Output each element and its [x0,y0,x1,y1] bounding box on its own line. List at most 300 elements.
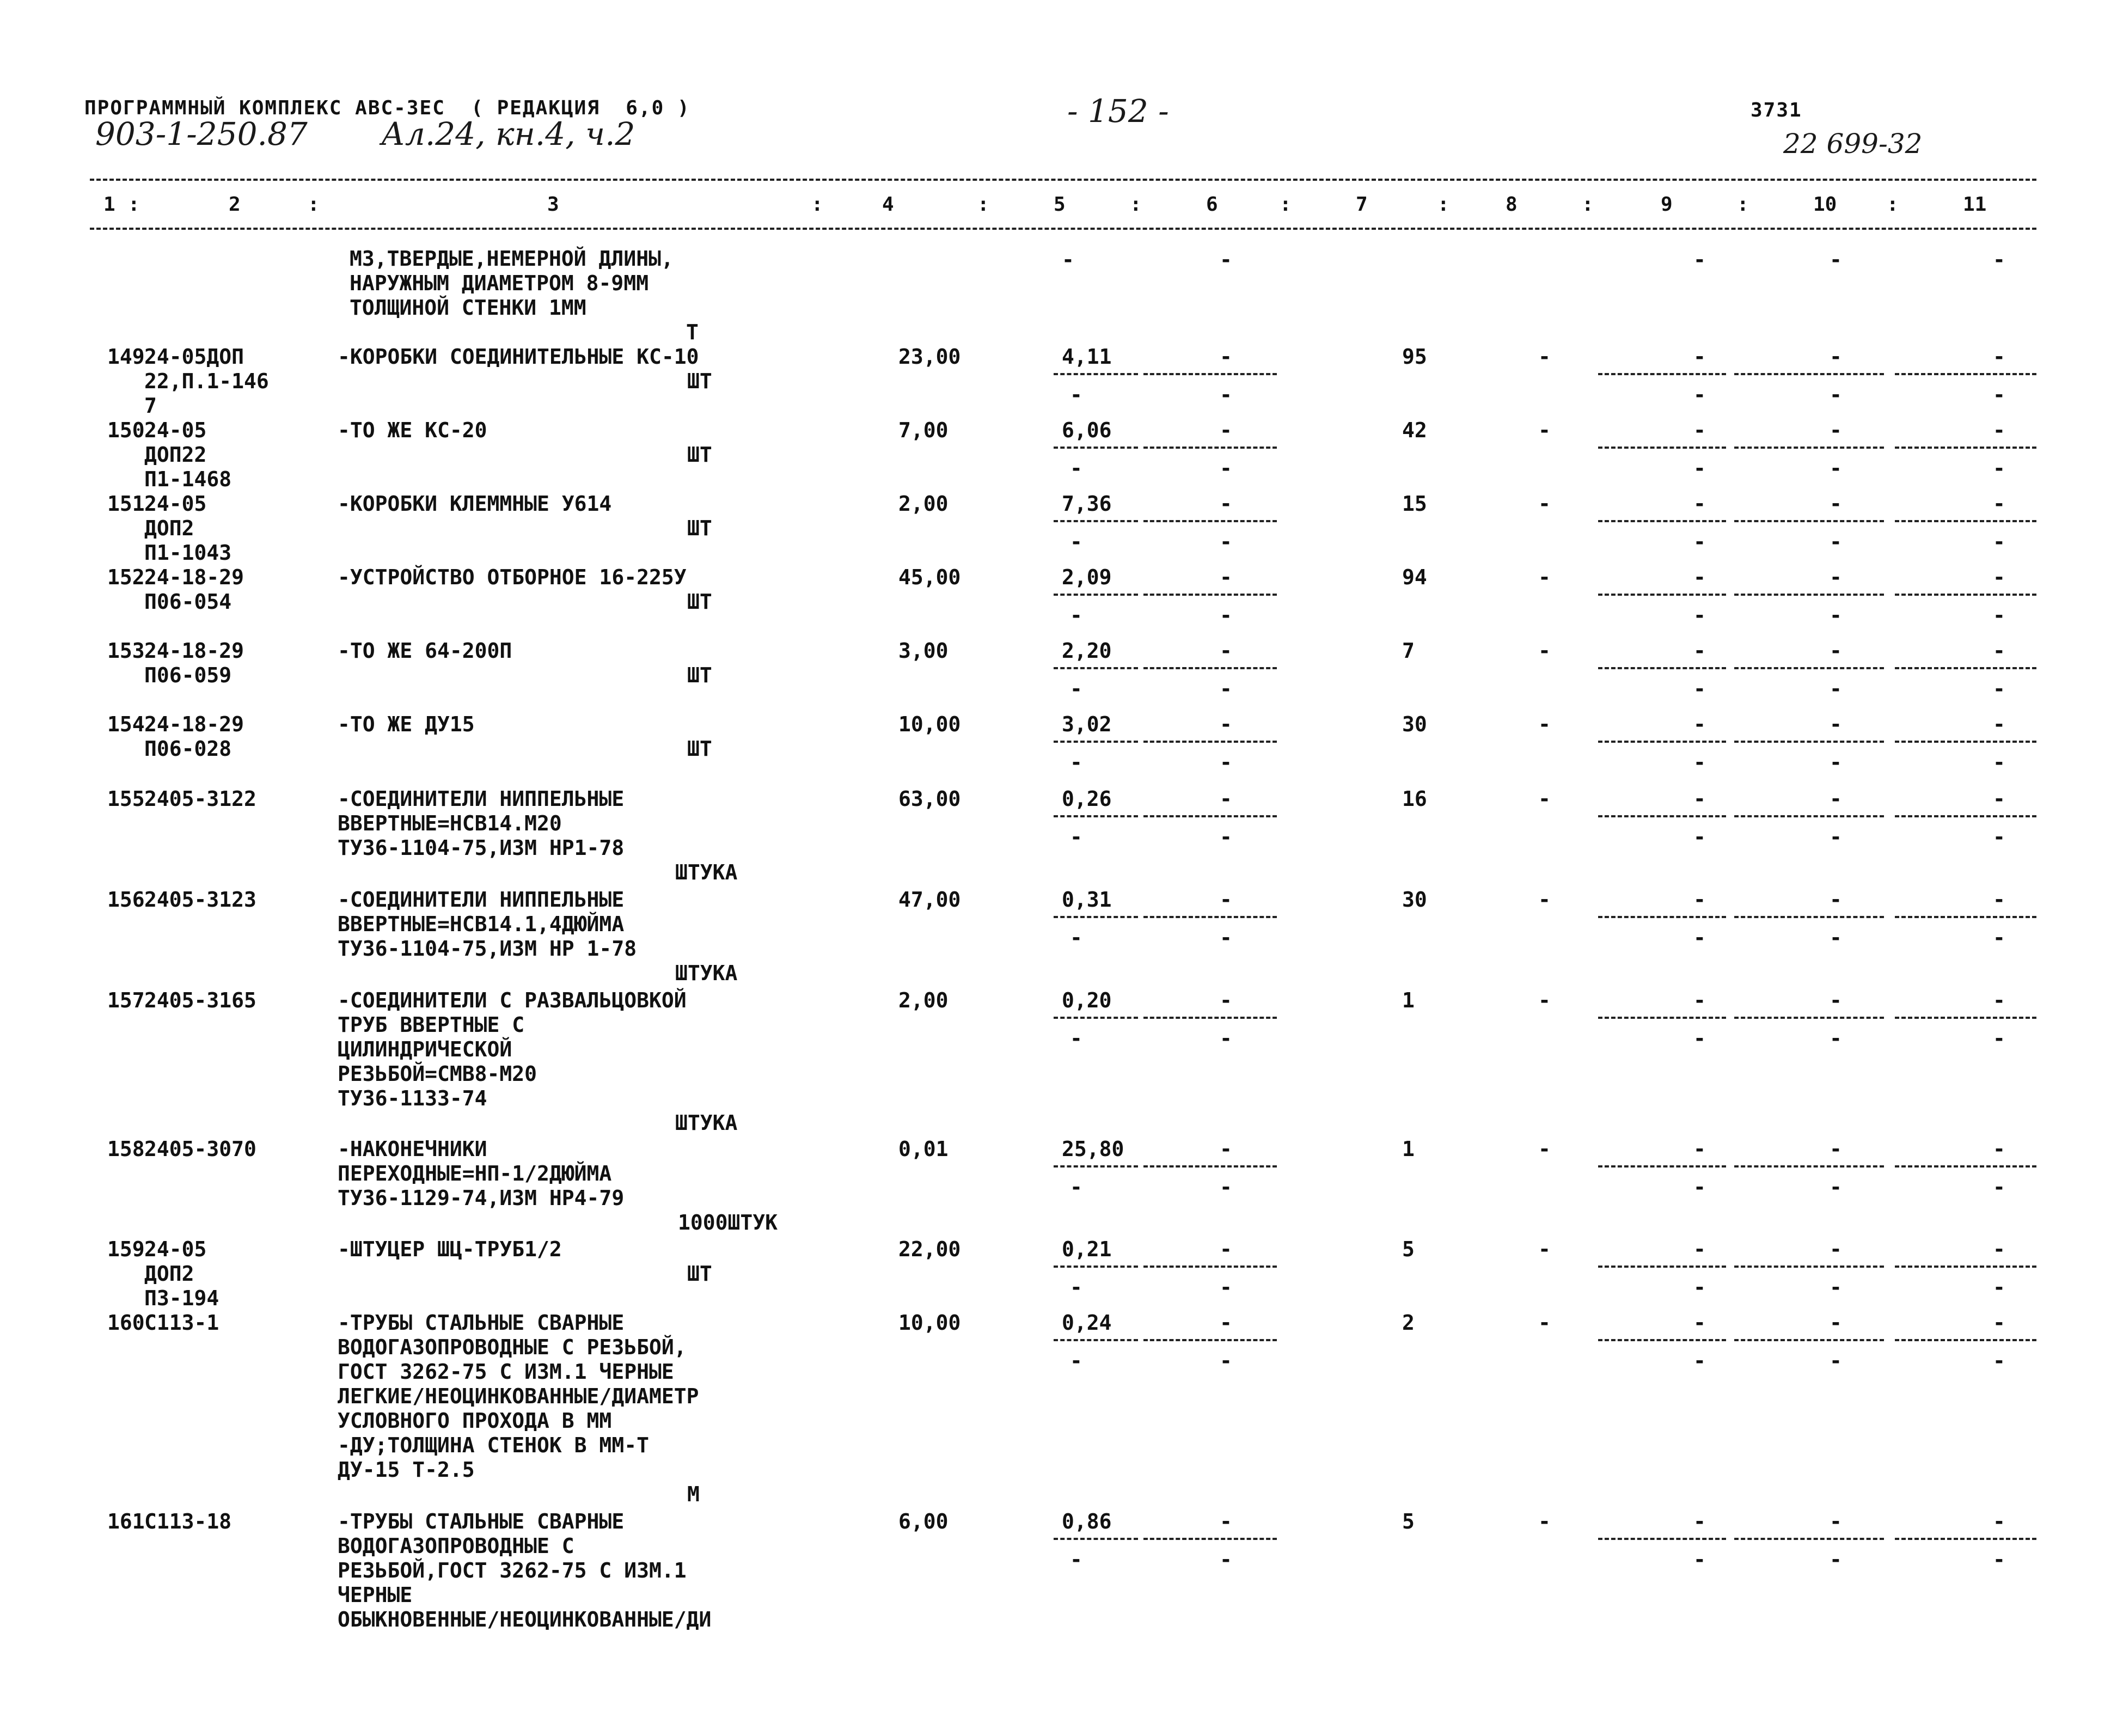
row-number: 151 [107,492,145,516]
dash-mark: - [1693,492,1706,516]
dash-mark: - [1993,383,2005,407]
dash-mark: - [1538,492,1551,516]
dash-mark: - [1538,888,1551,912]
column-number-5: 5 [1054,193,1066,216]
dash-mark: - [1220,926,1232,950]
row-number: 153 [107,639,145,663]
dash-mark: - [1993,988,2005,1012]
dash-mark: - [1538,1237,1551,1261]
price-subtotal-rule [1143,520,1277,522]
dash-mark: - [1538,787,1551,811]
price-subtotal-rule [1054,667,1138,669]
norm-code: 2405-3123 [144,888,256,912]
price-subtotal-rule [1054,520,1138,522]
norm-code: 24-05ДОП [144,345,244,369]
norm-code: 24-05 [144,418,207,442]
dash-mark: - [1220,456,1232,480]
price-subtotal-rule [1143,1266,1277,1268]
dash-mark: - [1538,712,1551,736]
item-name-line: ЦИЛИНДРИЧЕСКОЙ [338,1037,512,1061]
column-separator: : [1280,193,1292,216]
item-name-line: ТУ36-1133-74 [338,1086,487,1110]
item-name-line: УСЛОВНОГО ПРОХОДА В ММ [338,1409,612,1433]
dash-mark: - [1993,787,2005,811]
dash-mark: - [1070,677,1082,701]
subtotal-rule [1734,520,1884,522]
dash-mark: - [1220,1311,1232,1335]
dash-mark: - [1830,1548,1842,1572]
subtotal-rule [1598,1017,1726,1019]
dash-mark: - [1693,825,1706,849]
dash-mark: - [1070,926,1082,950]
price-subtotal-rule [1143,373,1277,375]
column-number-2: 2 [229,193,241,216]
column-number-1: 1 [103,193,115,216]
column-number-4: 4 [882,193,894,216]
price-subtotal-rule [1143,1165,1277,1167]
item-name-line: ВВЕРТНЫЕ=НСВ14.1,4ДЮЙМА [338,912,625,936]
dash-mark: - [1993,1026,2005,1050]
item-name-line: -УСТРОЙСТВО ОТБОРНОЕ 16-225У [338,565,687,589]
column-separator: : [308,193,320,216]
norm-code: 24-18-29 [144,565,244,589]
dash-mark: - [1220,530,1232,554]
price-subtotal-rule [1143,1538,1277,1540]
dash-mark: - [1693,1509,1706,1533]
dash-mark: - [1538,345,1551,369]
dash-mark: - [1070,456,1082,480]
project-number: 903-1-250.87 [95,115,308,152]
subtotal-rule [1598,520,1726,522]
unit-price-value: 7,36 [1062,492,1112,516]
item-name-line: -ТО ЖЕ 64-200П [338,639,512,663]
row-number: 161 [107,1509,145,1533]
dash-mark: - [1070,1026,1082,1050]
dash-mark: - [1830,456,1842,480]
column-number-7: 7 [1356,193,1368,216]
sheet-number: 3731 [1751,99,1802,121]
unit-price-value: 2,09 [1062,565,1112,589]
column7-value: 15 [1402,492,1427,516]
dash-mark: - [1993,677,2005,701]
column7-value: 16 [1402,787,1427,811]
dash-mark: - [1993,530,2005,554]
norm-code: П3-194 [144,1286,219,1310]
dash-mark: - [1693,1311,1706,1335]
dash-mark: - [1830,712,1842,736]
unit-of-measure: ШТ [687,663,712,687]
norm-code: 2405-3165 [144,988,256,1012]
row-number: 160 [107,1311,145,1335]
dash-mark: - [1830,639,1842,663]
dash-mark: - [1993,1548,2005,1572]
price-subtotal-rule [1054,741,1138,743]
norm-code: 24-05 [144,492,207,516]
dash-mark: - [1830,248,1842,272]
dash-mark: - [1693,1175,1706,1199]
dash-mark: - [1993,248,2005,272]
price-subtotal-rule [1143,916,1277,918]
subtotal-rule [1734,916,1884,918]
row-number: 149 [107,345,145,369]
column-separator: : [811,193,823,216]
dash-mark: - [1070,1175,1082,1199]
quantity-value: 6,00 [898,1509,949,1533]
dash-mark: - [1220,712,1232,736]
price-subtotal-rule [1054,373,1138,375]
column-number-3: 3 [547,193,559,216]
dash-mark: - [1220,888,1232,912]
unit-of-measure: ШТ [687,737,712,761]
unit-price-value: 2,20 [1062,639,1112,663]
row-number: 157 [107,988,145,1012]
dash-mark: - [1220,750,1232,774]
quantity-value: 0,01 [898,1137,949,1161]
subtotal-rule [1598,1339,1726,1341]
norm-code: 7 [144,394,157,418]
item-name-line: ГОСТ 3262-75 С ИЗМ.1 ЧЕРНЫЕ [338,1360,674,1384]
norm-code: 24-18-29 [144,712,244,736]
subtotal-rule [1895,1266,2036,1268]
dash-mark: - [1830,750,1842,774]
item-name-line: ТРУБ ВВЕРТНЫЕ С [338,1013,525,1037]
subtotal-rule [1734,667,1884,669]
column7-value: 94 [1402,565,1427,589]
dash-mark: - [1830,1175,1842,1199]
dash-mark: - [1220,418,1232,442]
item-name-line: -СОЕДИНИТЕЛИ НИППЕЛЬНЫЕ [338,787,625,811]
quantity-value: 47,00 [898,888,961,912]
subtotal-rule [1598,815,1726,817]
dash-mark: - [1220,383,1232,407]
header-rule-top [90,179,2036,181]
subtotal-rule [1895,594,2036,596]
price-subtotal-rule [1143,1339,1277,1341]
dash-mark: - [1993,1311,2005,1335]
subtotal-rule [1598,1538,1726,1540]
unit-price-value: 25,80 [1062,1137,1124,1161]
subtotal-rule [1734,1165,1884,1167]
dash-mark: - [1070,530,1082,554]
dash-mark: - [1693,712,1706,736]
column-number-10: 10 [1813,193,1837,216]
document-number: 22 699-32 [1783,128,1923,160]
price-subtotal-rule [1054,815,1138,817]
subtotal-rule [1895,667,2036,669]
dash-mark: - [1693,926,1706,950]
dash-mark: - [1070,383,1082,407]
dash-mark: - [1693,1137,1706,1161]
dash-mark: - [1993,888,2005,912]
row-number: 152 [107,565,145,589]
continuation-text-line: МЗ,ТВЕРДЫЕ,НЕМЕРНОЙ ДЛИНЫ, [350,247,674,271]
item-name-line: ТУ36-1104-75,ИЗМ НР1-78 [338,836,625,860]
norm-code: 24-05 [144,1237,207,1261]
price-subtotal-rule [1054,916,1138,918]
subtotal-rule [1734,1017,1884,1019]
item-name-line: ЧЕРНЫЕ [338,1583,413,1607]
column7-value: 1 [1402,1137,1415,1161]
unit-price-value: 4,11 [1062,345,1112,369]
price-subtotal-rule [1054,1538,1138,1540]
row-number: 156 [107,888,145,912]
dash-mark: - [1538,1311,1551,1335]
dash-mark: - [1993,418,2005,442]
dash-mark: - [1830,825,1842,849]
dash-mark: - [1830,926,1842,950]
norm-code: 2405-3122 [144,787,256,811]
dash-mark: - [1220,677,1232,701]
column-separator: : [128,193,140,216]
subtotal-rule [1598,1165,1726,1167]
price-subtotal-rule [1054,1165,1138,1167]
continuation-text-line: ТОЛЩИНОЙ СТЕНКИ 1ММ [350,296,586,320]
dash-mark: - [1993,639,2005,663]
unit-price-value: 0,26 [1062,787,1112,811]
item-name-line: ВОДОГАЗОПРОВОДНЫЕ С [338,1534,574,1558]
item-name-line: ВВЕРТНЫЕ=НСВ14.М20 [338,811,562,835]
item-name-line: -КОРОБКИ КЛЕММНЫЕ У614 [338,492,612,516]
dash-mark: - [1538,1137,1551,1161]
quantity-value: 23,00 [898,345,961,369]
price-subtotal-rule [1143,594,1277,596]
unit-price-value: 0,20 [1062,988,1112,1012]
dash-mark: - [1830,677,1842,701]
quantity-value: 2,00 [898,988,949,1012]
dash-mark: - [1693,1237,1706,1261]
norm-code: С113-1 [144,1311,219,1335]
column-separator: : [1737,193,1749,216]
unit-of-measure: ШТ [687,590,712,614]
unit-price-value: 0,86 [1062,1509,1112,1533]
dash-mark: - [1693,677,1706,701]
dash-mark: - [1993,1349,2005,1373]
dash-mark: - [1693,418,1706,442]
program-header: ПРОГРАММНЫЙ КОМПЛЕКС АВС-ЗЕС ( РЕДАКЦИЯ 6,0 ) [84,97,690,119]
dash-mark: - [1538,639,1551,663]
dash-mark: - [1993,712,2005,736]
dash-mark: - [1693,639,1706,663]
subtotal-rule [1598,447,1726,449]
dash-mark: - [1830,383,1842,407]
subtotal-rule [1895,447,2036,449]
dash-mark: - [1693,345,1706,369]
price-subtotal-rule [1054,594,1138,596]
item-name-line: -ТО ЖЕ ДУ15 [338,712,475,736]
continuation-text-line: НАРУЖНЫМ ДИАМЕТРОМ 8-9ММ [350,271,649,295]
dash-mark: - [1220,345,1232,369]
dash-mark: - [1993,1275,2005,1299]
unit-of-measure: ШТУКА [675,860,738,884]
subtotal-rule [1734,594,1884,596]
dash-mark: - [1830,1137,1842,1161]
item-name-line: ВОДОГАЗОПРОВОДНЫЕ С РЕЗЬБОЙ, [338,1335,687,1359]
dash-mark: - [1693,248,1706,272]
dash-mark: - [1538,988,1551,1012]
dash-mark: - [1538,418,1551,442]
subtotal-rule [1734,741,1884,743]
unit-price-value: 6,06 [1062,418,1112,442]
unit-of-measure: ШТ [687,369,712,393]
dash-mark: - [1830,418,1842,442]
quantity-value: 63,00 [898,787,961,811]
dash-mark: - [1693,1548,1706,1572]
column7-value: 30 [1402,888,1427,912]
price-subtotal-rule [1143,447,1277,449]
dash-mark: - [1830,1349,1842,1373]
quantity-value: 10,00 [898,1311,961,1335]
price-subtotal-rule [1143,741,1277,743]
column-number-11: 11 [1963,193,1987,216]
dash-mark: - [1993,825,2005,849]
item-name-line: ДУ-15 Т-2.5 [338,1458,475,1482]
item-name-line: ЛЕГКИЕ/НЕОЦИНКОВАННЫЕ/ДИАМЕТР [338,1384,699,1408]
subtotal-rule [1734,373,1884,375]
item-name-line: ОБЫКНОВЕННЫЕ/НЕОЦИНКОВАННЫЕ/ДИ [338,1607,712,1631]
norm-code: П1-1468 [144,467,232,491]
unit-of-measure: ШТ [687,516,712,540]
dash-mark: - [1830,988,1842,1012]
dash-mark: - [1693,988,1706,1012]
dash-mark: - [1830,565,1842,589]
dash-mark: - [1993,456,2005,480]
norm-code: 22,П.1-146 [144,369,269,393]
price-subtotal-rule [1054,1266,1138,1268]
subtotal-rule [1895,916,2036,918]
quantity-value: 22,00 [898,1237,961,1261]
dash-mark: - [1693,1349,1706,1373]
dash-mark: - [1220,1175,1232,1199]
unit-price-value: 0,24 [1062,1311,1112,1335]
quantity-value: 7,00 [898,418,949,442]
unit-of-measure: ШТУКА [675,1111,738,1135]
column-separator: : [1130,193,1142,216]
norm-code: П06-028 [144,737,232,761]
column-number-8: 8 [1506,193,1518,216]
column7-value: 95 [1402,345,1427,369]
price-subtotal-rule [1054,1017,1138,1019]
album-reference: Ал.24, кн.4, ч.2 [381,115,635,152]
dash-mark: - [1220,825,1232,849]
unit-of-measure: ШТ [687,443,712,467]
subtotal-rule [1598,1266,1726,1268]
dash-mark: - [1220,248,1232,272]
subtotal-rule [1734,815,1884,817]
page-number: - 152 - [1067,93,1169,130]
dash-mark: - [1693,530,1706,554]
dash-mark: - [1538,1509,1551,1533]
dash-mark: - [1070,750,1082,774]
continuation-unit: Т [686,320,699,344]
column-separator: : [977,193,989,216]
dash-mark: - [1220,988,1232,1012]
dash-mark: - [1830,603,1842,627]
item-name-line: -КОРОБКИ СОЕДИНИТЕЛЬНЫЕ КС-10 [338,345,699,369]
dash-mark: - [1993,1175,2005,1199]
dash-mark: - [1070,1548,1082,1572]
subtotal-rule [1734,447,1884,449]
dash-mark: - [1220,1509,1232,1533]
quantity-value: 3,00 [898,639,949,663]
subtotal-rule [1895,520,2036,522]
unit-of-measure: 1000ШТУК [678,1211,778,1234]
item-name-line: ТУ36-1129-74,ИЗМ НР4-79 [338,1186,625,1210]
dash-mark: - [1693,603,1706,627]
dash-mark: - [1830,530,1842,554]
dash-mark: - [1070,603,1082,627]
dash-mark: - [1830,1026,1842,1050]
dash-mark: - [1693,456,1706,480]
row-number: 159 [107,1237,145,1261]
column7-value: 5 [1402,1237,1415,1261]
dash-mark: - [1220,1275,1232,1299]
column7-value: 30 [1402,712,1427,736]
item-name-line: -НАКОНЕЧНИКИ [338,1137,487,1161]
subtotal-rule [1895,1538,2036,1540]
dash-mark: - [1830,1237,1842,1261]
quantity-value: 2,00 [898,492,949,516]
quantity-value: 10,00 [898,712,961,736]
dash-mark: - [1693,383,1706,407]
dash-mark: - [1830,1311,1842,1335]
row-number: 155 [107,787,145,811]
subtotal-rule [1895,1339,2036,1341]
row-number: 158 [107,1137,145,1161]
dash-mark: - [1993,492,2005,516]
item-name-line: ПЕРЕХОДНЫЕ=НП-1/2ДЮЙМА [338,1162,612,1185]
column-separator: : [1887,193,1899,216]
norm-code: ДОП2 [144,516,194,540]
column7-value: 5 [1402,1509,1415,1533]
item-name-line: -ДУ;ТОЛЩИНА СТЕНОК В ММ-Т [338,1433,649,1457]
unit-price-value: 3,02 [1062,712,1112,736]
dash-mark: - [1220,603,1232,627]
price-subtotal-rule [1143,667,1277,669]
dash-mark: - [1220,787,1232,811]
column7-value: 2 [1402,1311,1415,1335]
subtotal-rule [1895,815,2036,817]
row-number: 150 [107,418,145,442]
dash-mark: - [1220,1137,1232,1161]
dash-mark: - [1830,888,1842,912]
dash-mark: - [1693,1275,1706,1299]
dash-mark: - [1993,1509,2005,1533]
dash-mark: - [1693,1026,1706,1050]
quantity-value: 45,00 [898,565,961,589]
norm-code: 24-18-29 [144,639,244,663]
subtotal-rule [1598,741,1726,743]
unit-of-measure: М [687,1482,700,1506]
subtotal-rule [1598,667,1726,669]
item-name-line: РЕЗЬБОЙ,ГОСТ 3262-75 С ИЗМ.1 [338,1558,687,1582]
price-subtotal-rule [1054,1339,1138,1341]
dash-mark: - [1830,345,1842,369]
price-subtotal-rule [1143,1017,1277,1019]
unit-price-value: 0,31 [1062,888,1112,912]
unit-price-value: 0,21 [1062,1237,1112,1261]
item-name-line: -ТРУБЫ СТАЛЬНЫЕ СВАРНЫЕ [338,1311,625,1335]
subtotal-rule [1598,594,1726,596]
subtotal-rule [1895,1017,2036,1019]
subtotal-rule [1598,373,1726,375]
dash-mark: - [1693,787,1706,811]
unit-of-measure: ШТ [687,1262,712,1286]
item-name-line: -СОЕДИНИТЕЛИ НИППЕЛЬНЫЕ [338,888,625,912]
norm-code: ДОП2 [144,1262,194,1286]
dash-mark: - [1993,926,2005,950]
dash-mark: - [1693,888,1706,912]
subtotal-rule [1895,373,2036,375]
